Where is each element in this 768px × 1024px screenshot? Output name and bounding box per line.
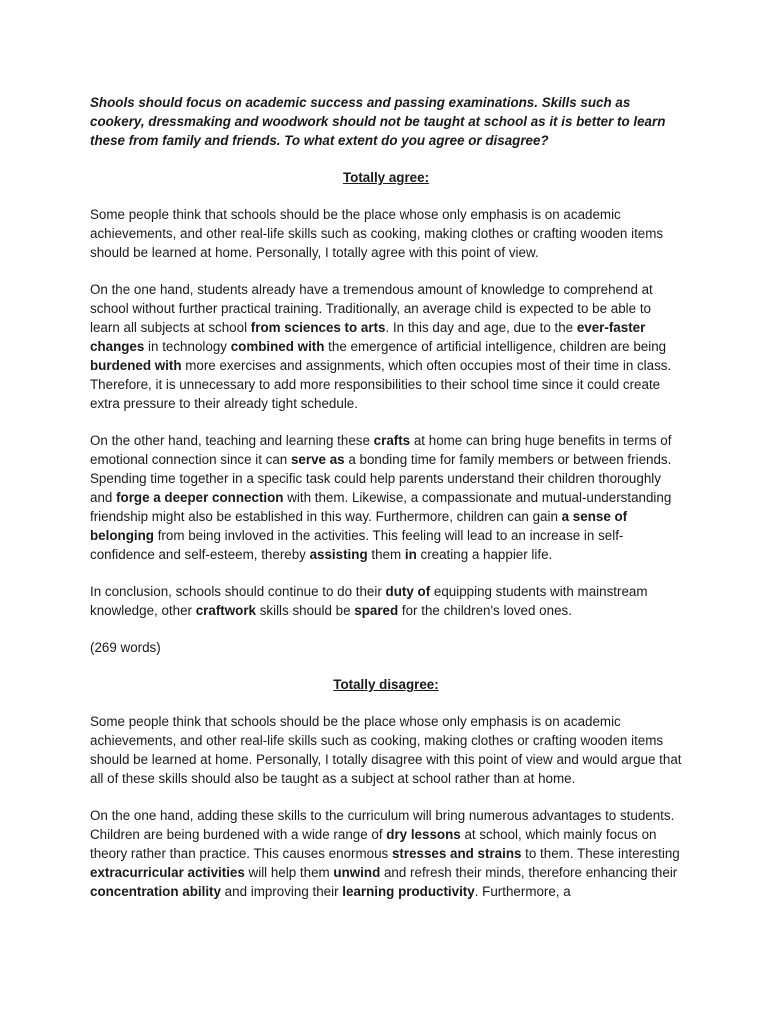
- bold-phrase: combined with: [230, 339, 325, 354]
- text-run: a bonding time for family members or between friends. Spending time together in a specific task could help parents understand their children thoroughly and: [90, 452, 672, 505]
- word-count: (269 words): [90, 640, 161, 655]
- text-run: skills should be: [256, 603, 355, 618]
- text-run: and improving their: [220, 884, 343, 899]
- text-run: from being invloved in the activities. This feeling will lead to an increase in self-confidence and self-esteem, thereby: [90, 528, 624, 562]
- text-run: . Furthermore, a: [474, 884, 571, 899]
- bold-phrase: unwind: [333, 865, 381, 880]
- text-run: Some people think that schools should be the place whose only emphasis is on academic achievements, and other real-life skills such as cooking, making clothes or crafting wooden items should be learned at home. Personally, I totally disagree with this point of view and would argue that all of these skills should also be taught as a subject at school rather than at home.: [90, 714, 682, 786]
- essay-section: [90, 675, 682, 901]
- text-run: more exercises and assignments, which often occupies most of their time in class. Therefore, it is unnecessary to add more responsibilities to their school time since it could create extra pressure to their already tight schedule.: [90, 358, 672, 411]
- bold-phrase: concentration ability: [90, 884, 221, 899]
- bold-phrase: from sciences to arts: [250, 320, 386, 335]
- section-heading: Totally agree:: [342, 170, 430, 185]
- bold-phrase: ever-faster changes: [90, 320, 646, 354]
- essay-paragraph: [90, 205, 682, 262]
- essay-page: [90, 93, 682, 919]
- essay-paragraph: [90, 280, 682, 413]
- bold-phrase: craftwork: [195, 603, 256, 618]
- bold-phrase: serve as: [290, 452, 345, 467]
- bold-phrase: crafts: [373, 433, 411, 448]
- text-run: On the other hand, teaching and learning these: [90, 433, 374, 448]
- bold-phrase: dry lessons: [386, 827, 461, 842]
- text-run: and refresh their minds, therefore enhancing their: [380, 865, 678, 880]
- text-run: On the one hand, adding these skills to the curriculum will bring numerous advantages to students. Children are being burdened with a wide range of: [90, 808, 675, 842]
- essay-paragraph: [90, 431, 682, 564]
- essay-prompt: Shools should focus on academic success and passing examinations. Skills such as cookery, dressmaking and woodwork should not be taught at school as it is better to learn these from family and friends. To what extent do you agree or disagree?: [90, 95, 666, 148]
- essay-paragraph: [90, 582, 682, 620]
- bold-phrase: in: [404, 547, 417, 562]
- text-run: Some people think that schools should be the place whose only emphasis is on academic achievements, and other real-life skills such as cooking, making clothes or crafting wooden items should be learned at home. Personally, I totally agree with this point of view.: [90, 207, 664, 260]
- text-run: to them. These interesting: [521, 846, 680, 861]
- text-run: creating a happier life.: [416, 547, 553, 562]
- text-run: . In this day and age, due to the: [385, 320, 577, 335]
- text-run: them: [367, 547, 405, 562]
- text-run: for the children's loved ones.: [398, 603, 572, 618]
- text-run: with them. Likewise, a compassionate and mutual-understanding friendship might also be established in this way. Furthermore, children can gain: [90, 490, 672, 524]
- text-run: at home can bring huge benefits in terms of emotional connection since it can: [90, 433, 672, 467]
- essay-paragraph: [90, 712, 682, 788]
- bold-phrase: forge a deeper connection: [116, 490, 284, 505]
- essay-sections: [90, 168, 682, 901]
- bold-phrase: a sense of belonging: [90, 509, 628, 543]
- essay-paragraph: [90, 806, 682, 901]
- text-run: the emergence of artificial intelligence, children are being: [324, 339, 667, 354]
- text-run: at school, which mainly focus on theory rather than practice. This causes enormous: [90, 827, 657, 861]
- bold-phrase: spared: [354, 603, 399, 618]
- bold-phrase: burdened with: [90, 358, 182, 373]
- text-run: will help them: [244, 865, 334, 880]
- text-run: On the one hand, students already have a tremendous amount of knowledge to comprehend at school without further practical training. Traditionally, an average child is expected to be able to learn all subjects at school: [90, 282, 653, 335]
- text-run: In conclusion, schools should continue to do their: [90, 584, 386, 599]
- bold-phrase: stresses and strains: [391, 846, 522, 861]
- section-heading: Totally disagree:: [333, 677, 439, 692]
- bold-phrase: duty of: [385, 584, 431, 599]
- bold-phrase: assisting: [309, 547, 368, 562]
- bold-phrase: extracurricular activities: [90, 865, 245, 880]
- bold-phrase: learning productivity: [342, 884, 475, 899]
- text-run: in technology: [144, 339, 231, 354]
- text-run: equipping students with mainstream knowledge, other: [90, 584, 648, 618]
- essay-section: [90, 168, 682, 657]
